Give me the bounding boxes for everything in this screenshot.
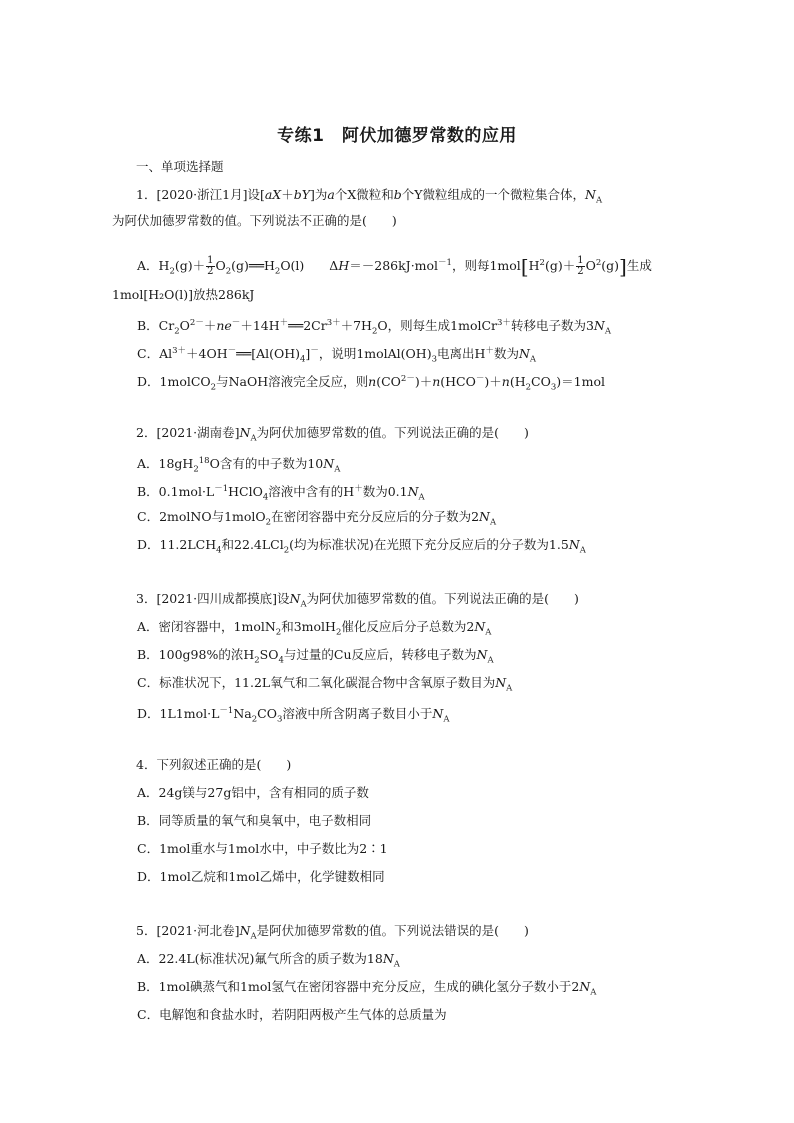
q4-option-d: D．1mol乙烷和1mol乙烯中，化学键数相同 bbox=[137, 869, 385, 884]
q3-option-a: A．密闭容器中，1molN$_2$和3molH$_2$催化反应后分子总数为$2N_A$ bbox=[137, 619, 492, 638]
q2-option-b: B．$0.1mol\cdot L^{-1}HClO_4$溶液中含有的H＋数为$0.1N_A$ bbox=[137, 484, 425, 503]
q1-option-d: D．1molCO$_2$与NaOH溶液完全反应，则$n(CO^{2-})+n(HCO^-)+n(H_2CO_3)=1mol$ bbox=[137, 374, 605, 393]
q3-option-b: B．100g98%的浓$H_2SO_4$与过量的Cu反应后，转移电子数为$N_A$ bbox=[137, 647, 494, 666]
q1-stem-line2: 为阿伏加德罗常数的值。下列说法不正确的是( ) bbox=[112, 213, 397, 228]
q1-option-b: B．$Cr_2O^{2-}+ne^-+14H^+══2Cr^{3+}+7H_2O$，则每生成1molCr$^{3+}$转移电子数为$3N_A$ bbox=[137, 318, 611, 337]
q1-option-c: C．$Al^{3+}+4OH^-══[Al(OH)_4]^-$，说明$1molAl(OH)_3$电离出H＋数为$N_A$ bbox=[137, 346, 537, 365]
q1-stem: 1．[2020·浙江1月]设[aX＋bY]为a个X微粒和b个Y微粒组成的一个微粒集合体，$N_A$ bbox=[136, 187, 603, 206]
q1-option-a-line2: 1mol[H₂O(l)]放热286kJ bbox=[112, 287, 255, 302]
q5-stem: 5．[2021·河北卷]$N_A$是阿伏加德罗常数的值。下列说法错误的是( ) bbox=[136, 923, 529, 942]
q2-stem: 2．[2021·湖南卷]$N_A$为阿伏加德罗常数的值。下列说法正确的是( ) bbox=[136, 425, 529, 444]
q5-option-a: A．22.4L(标准状况)氟气所含的质子数为$18N_A$ bbox=[137, 951, 400, 970]
q5-option-c: C．电解饱和食盐水时，若阴阳两极产生气体的总质量为 bbox=[137, 1007, 447, 1022]
q3-option-c: C．标准状况下，11.2L氧气和二氧化碳混合物中含氧原子数目为$N_A$ bbox=[137, 675, 513, 694]
page-title: 专练1 阿伏加德罗常数的应用 bbox=[277, 126, 517, 146]
fraction: $\frac{1}{2}$ bbox=[207, 255, 214, 278]
section-heading: 一、单项选择题 bbox=[136, 159, 224, 174]
q1-option-a: A．$H_2(g)+$ $\frac{1}{2}$ $O_2(g)══H_2O(l)$ ΔH＝－286kJ·mol$^{-1}$，则每$1mol[H^2(g)+$ $\frac{1}{2}$ $O^2(g)$]生成 bbox=[137, 254, 652, 279]
q2-option-c: C．2molNO与1molO$_2$在密闭容器中充分反应后的分子数为$2N_A$ bbox=[137, 509, 497, 528]
q2-option-d: D．$11.2LCH_4$和22.4LCl$_2$(均为标准状况)在光照下充分反应后的分子数为$1.5N_A$ bbox=[137, 537, 586, 556]
q4-option-b: B．同等质量的氧气和臭氧中，电子数相同 bbox=[137, 813, 372, 828]
q2-option-a: A．$18gH_2^{18}O$含有的中子数为$10N_A$ bbox=[137, 456, 341, 475]
q3-option-d: D．$1L1mol\cdot L^{-1}Na_2CO_3$溶液中所含阴离子数目小于$N_A$ bbox=[137, 706, 450, 725]
q3-stem: 3．[2021·四川成都摸底]设$N_A$为阿伏加德罗常数的值。下列说法正确的是( ) bbox=[136, 591, 579, 610]
q4-option-c: C．1mol重水与1mol水中，中子数比为2∶1 bbox=[137, 841, 388, 856]
q4-option-a: A．24g镁与27g铝中，含有相同的质子数 bbox=[137, 785, 369, 800]
q5-option-b: B．1mol碘蒸气和1mol氢气在密闭容器中充分反应，生成的碘化氢分子数小于$2N_A$ bbox=[137, 979, 597, 998]
q4-stem: 4．下列叙述正确的是( ) bbox=[136, 757, 292, 772]
fraction: $\frac{1}{2}$ bbox=[577, 255, 584, 278]
